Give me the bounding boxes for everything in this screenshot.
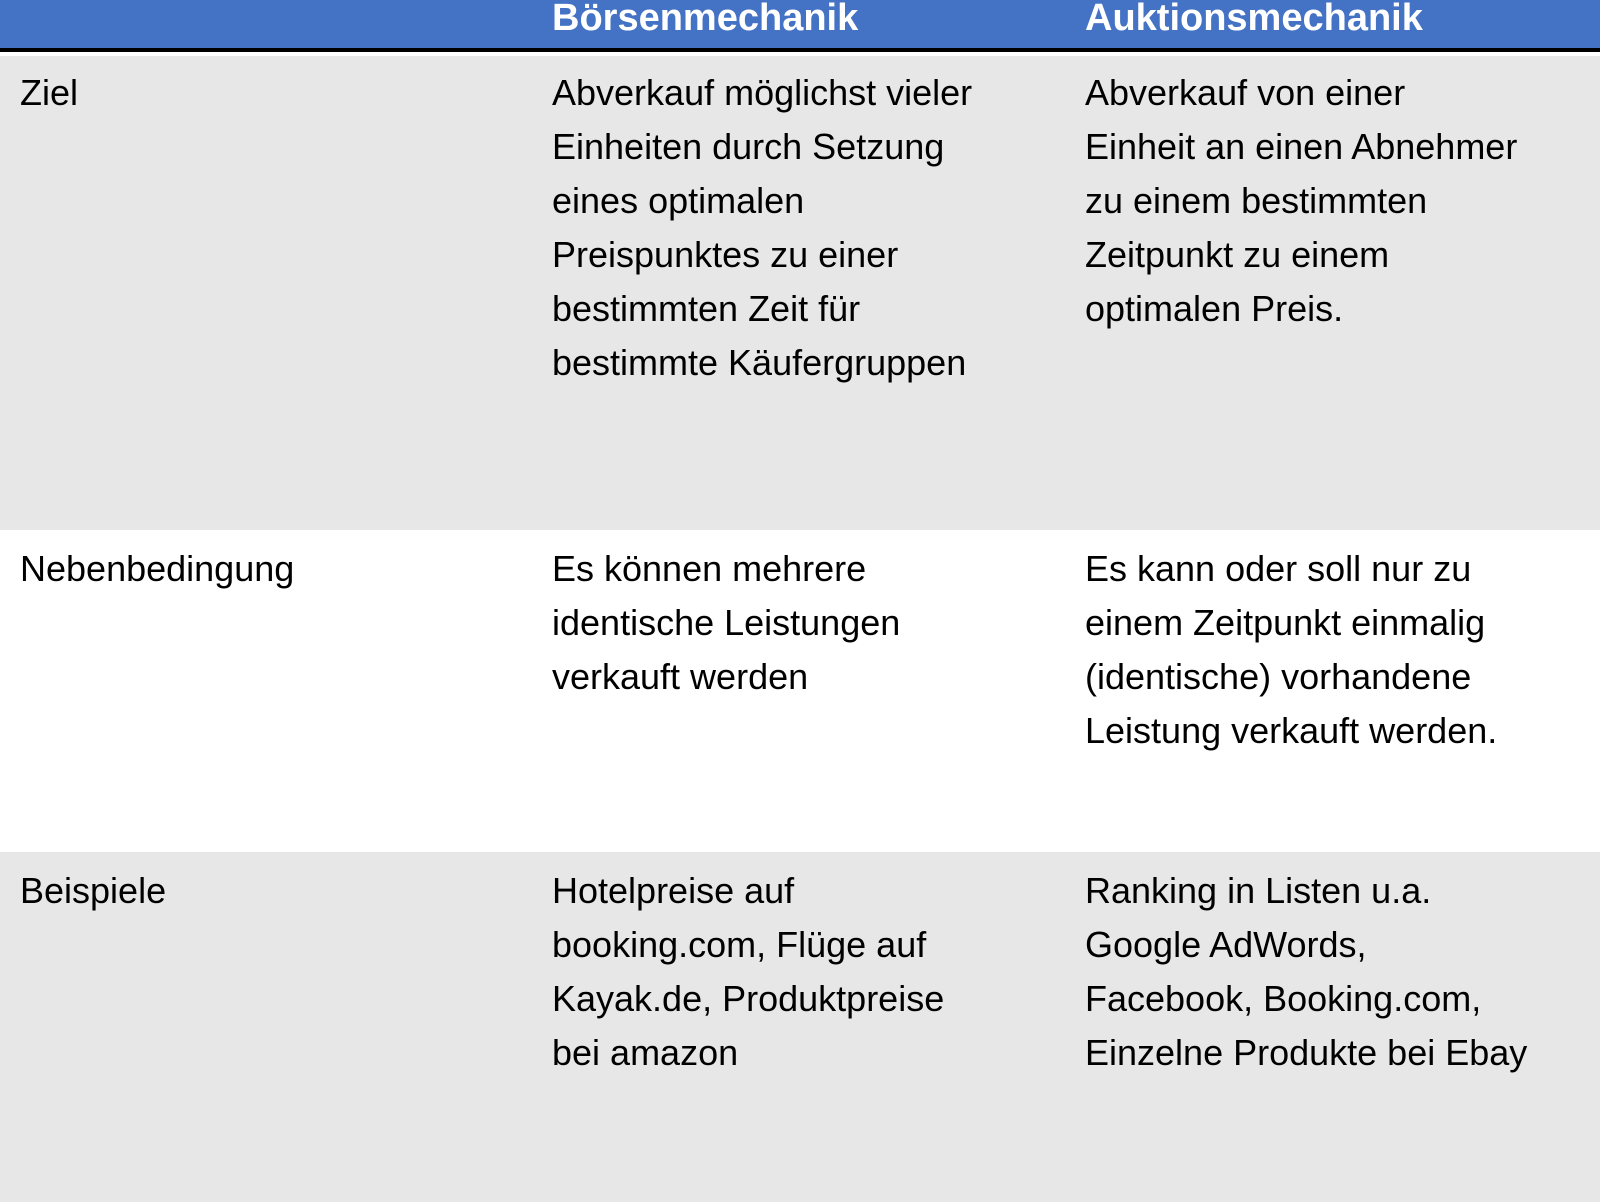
ziel-boerse-cell	[552, 66, 1072, 390]
text-line: Facebook, Booking.com,	[1085, 978, 1482, 1019]
text-line: zu einem bestimmten	[1085, 180, 1428, 221]
header-auktionsmechanik: Auktionsmechanik	[1085, 0, 1423, 39]
row-label-nebenbedingung: Nebenbedingung	[20, 548, 295, 589]
table-header-row	[0, 0, 1600, 52]
text-line: Ranking in Listen u.a.	[1085, 870, 1432, 911]
text-line: Einzelne Produkte bei Ebay	[1085, 1032, 1528, 1073]
text-line: bestimmte Käufergruppen	[552, 342, 967, 383]
text-line: bei amazon	[552, 1032, 739, 1073]
table-row-nebenbedingung	[0, 530, 1600, 852]
text-line: einem Zeitpunkt einmalig	[1085, 602, 1486, 643]
beispiele-auktion-cell	[1085, 864, 1600, 1080]
ziel-auktion-cell	[1085, 66, 1600, 336]
text-line: (identische) vorhandene	[1085, 656, 1472, 697]
text-line: Abverkauf möglichst vieler	[552, 72, 973, 113]
text-line: booking.com, Flüge auf	[552, 924, 927, 965]
text-line: Google AdWords,	[1085, 924, 1367, 965]
text-line: identische Leistungen	[552, 602, 901, 643]
text-line: Abverkauf von einer	[1085, 72, 1406, 113]
text-line: bestimmten Zeit für	[552, 288, 861, 329]
row-label-ziel: Ziel	[20, 72, 79, 113]
text-line: Es können mehrere	[552, 548, 867, 589]
beispiele-boerse-cell	[552, 864, 1072, 1080]
table-row-ziel	[0, 56, 1600, 530]
text-line: optimalen Preis.	[1085, 288, 1344, 329]
table-row-beispiele	[0, 852, 1600, 1202]
header-boersenmechanik: Börsenmechanik	[552, 0, 859, 39]
text-line: Preispunktes zu einer	[552, 234, 899, 275]
text-line: Leistung verkauft werden.	[1085, 710, 1498, 751]
text-line: eines optimalen	[552, 180, 805, 221]
text-line: Kayak.de, Produktpreise	[552, 978, 945, 1019]
nebenbedingung-boerse-cell	[552, 542, 1072, 704]
text-line: verkauft werden	[552, 656, 809, 697]
row-label-beispiele: Beispiele	[20, 870, 167, 911]
text-line: Zeitpunkt zu einem	[1085, 234, 1390, 275]
text-line: Einheiten durch Setzung	[552, 126, 945, 167]
nebenbedingung-auktion-cell	[1085, 542, 1600, 758]
text-line: Einheit an einen Abnehmer	[1085, 126, 1518, 167]
text-line: Hotelpreise auf	[552, 870, 795, 911]
text-line: Es kann oder soll nur zu	[1085, 548, 1472, 589]
